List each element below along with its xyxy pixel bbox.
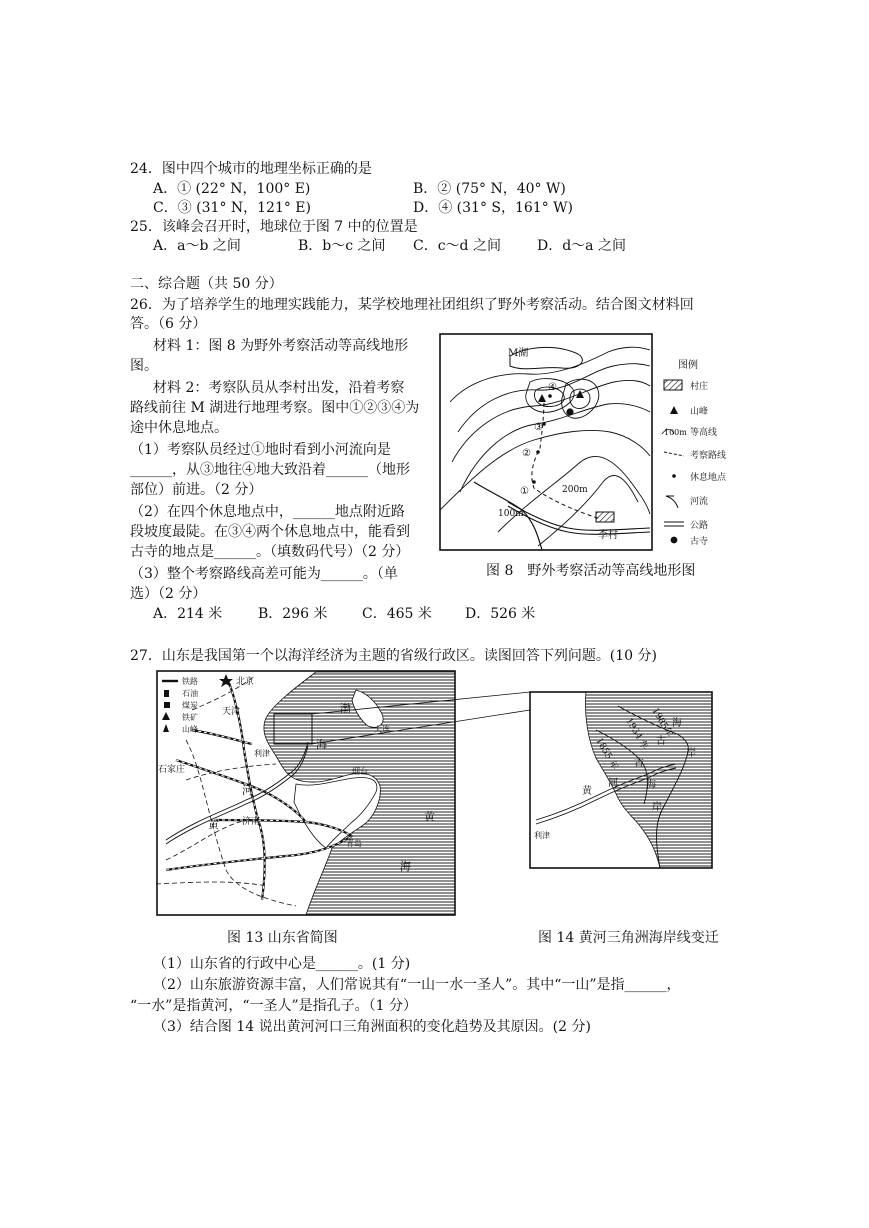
village-icon <box>596 512 614 522</box>
coastline-1934-label: 1934 年 <box>623 716 650 752</box>
village-label: 李村 <box>598 530 618 541</box>
sea-label-hai: 海 <box>400 860 411 873</box>
q24-option-a: A．① (22° N，100° E) <box>153 181 311 197</box>
q26-stem-line1: 26．为了培养学生的地理实践能力，某学校地理社团组织了野外考察活动。结合图文材料回 <box>130 297 694 313</box>
rest-point-4: ④ <box>548 382 557 393</box>
legend-title: 图例 <box>678 360 698 371</box>
q26-part1-line2: ______，从③地往④地大致沿着______（地形 <box>130 462 410 478</box>
q27-part2-line2: “一水”是指黄河，“一圣人”是指孔子。（1 分） <box>130 998 417 1014</box>
delta-label: 古 <box>634 758 644 769</box>
delta-label: 岸 <box>652 802 662 813</box>
section-heading: 二、综合题（共 50 分） <box>130 276 283 292</box>
q25-stem: 25．该峰会召开时，地球位于图 7 中的位置是 <box>130 219 418 235</box>
legend-item: 铁路 <box>182 677 198 686</box>
delta-city-lijin: 利津 <box>534 831 550 840</box>
city-jinan: 济南 <box>242 817 261 827</box>
delta-river-huang: 黄 <box>582 786 592 797</box>
delta-river-he: 河 <box>608 778 618 789</box>
delta-label: 海 <box>646 780 656 791</box>
legend-item: 山峰 <box>690 407 709 417</box>
contour-label-100: 100m <box>498 509 524 519</box>
delta-label: 岸 <box>686 748 696 759</box>
q26-part2-line1: （2）在四个休息地点中，______地点附近路 <box>130 504 405 520</box>
material1-line1: 材料 1：图 8 为野外考察活动等高线地形 <box>153 338 409 354</box>
legend-item: 山峰 <box>182 725 198 734</box>
legend-100m: 100m <box>664 428 687 437</box>
q26-part3-line2: 选）（2 分） <box>130 586 207 602</box>
legend-item: 古寺 <box>690 537 709 547</box>
q26-part1-line3: 部位）前进。（2 分） <box>130 482 263 498</box>
coastline-1855-label: 1855 年 <box>593 736 620 772</box>
sea-label-bo: 渤 <box>340 702 351 715</box>
coastline-1985-label: 1985年 <box>649 706 675 740</box>
city-dalian: 大连 <box>374 725 390 734</box>
q27-stem: 27．山东是我国第一个以海洋经济为主题的省级行政区。读图回答下列问题。(10 分) <box>130 648 658 664</box>
legend-item: 河流 <box>690 497 709 507</box>
figure14-caption: 图 14 黄河三角洲海岸线变迁 <box>538 930 719 946</box>
figure8-caption: 图 8 野外考察活动等高线地形图 <box>486 563 696 579</box>
delta-label: 海 <box>672 718 682 729</box>
material2-line3: 途中休息地点。 <box>130 420 228 436</box>
temple-icon <box>566 408 573 415</box>
q24-stem: 24．图中四个城市的地理坐标正确的是 <box>130 161 372 177</box>
river-label-he: 河 <box>242 784 253 797</box>
q24-option-d: D．④ (31° S，161° W) <box>413 200 574 216</box>
rest-point-3: ③ <box>534 422 543 433</box>
city-tianjin: 天津 <box>222 707 241 717</box>
lake-label: M湖 <box>508 348 529 359</box>
legend-item: 煤炭 <box>182 701 198 710</box>
legend-item: 考察路线 <box>690 451 727 461</box>
legend-item: 休息地点 <box>690 473 727 483</box>
q26-option-a: A．214 米 <box>153 606 223 622</box>
sea-label-huang: 黄 <box>424 810 435 823</box>
q26-option-c: C．465 米 <box>362 606 432 622</box>
city-beijing: 北京 <box>236 677 255 687</box>
q25-option-d: D．d～a 之间 <box>537 238 626 254</box>
legend-item: 村庄 <box>690 382 709 392</box>
q24-option-c: C．③ (31° N，121° E) <box>153 200 311 216</box>
city-yantai: 烟台 <box>352 767 368 776</box>
figure8-contour-map <box>438 332 734 554</box>
city-lijin: 利津 <box>254 749 270 758</box>
q25-option-c: C．c～d 之间 <box>413 238 501 254</box>
q27-part3: （3）结合图 14 说出黄河河口三角洲面积的变化趋势及其原因。(2 分) <box>153 1019 591 1035</box>
q24-option-b: B．② (75° N，40° W) <box>413 181 566 197</box>
q27-part1: （1）山东省的行政中心是______。(1 分) <box>153 956 411 972</box>
contour-label-200: 200m <box>562 485 588 495</box>
q26-option-b: B．296 米 <box>258 606 328 622</box>
legend-item: 等高线 <box>690 428 718 438</box>
q25-option-b: B．b～c 之间 <box>298 238 386 254</box>
rest-point-2: ② <box>522 448 531 459</box>
legend-item: 石油 <box>182 689 198 698</box>
figure13-shandong-map <box>156 670 716 918</box>
q26-part1-line1: （1）考察队员经过①地时看到小河流向是 <box>130 442 391 458</box>
legend-item: 铁矿 <box>182 713 198 722</box>
city-shijiazhuang: 石家庄 <box>158 765 186 775</box>
legend-item: 公路 <box>690 521 709 531</box>
q26-part3-line1: （3）整个考察路线高差可能为______。（单 <box>130 566 398 582</box>
q25-option-a: A．a～b 之间 <box>153 238 241 254</box>
city-qingdao: 青岛 <box>346 839 362 848</box>
delta-label: 古 <box>656 736 666 747</box>
sea-label-hai: 海 <box>316 738 327 751</box>
figure13-caption: 图 13 山东省简图 <box>227 930 338 946</box>
q26-option-d: D．526 米 <box>465 606 536 622</box>
material2-line2: 路线前往 M 湖进行地理考察。图中①②③④为 <box>130 400 420 416</box>
q26-stem-line2: 答。（6 分） <box>130 316 207 332</box>
q27-part2-line1: （2）山东旅游资源丰富，人们常说其有“一山一水一圣人”。其中“一山”是指______， <box>153 977 681 993</box>
river-label-huang: 黄 <box>208 818 219 831</box>
material1-line2: 图。 <box>130 358 158 374</box>
q26-part2-line2: 段坡度最陡。在③④两个休息地点中，能看到 <box>130 524 410 540</box>
material2-line1: 材料 2：考察队员从李村出发，沿着考察 <box>153 380 405 396</box>
rest-point-1: ① <box>520 486 529 497</box>
q26-part2-line3: 古寺的地点是______。（填数码代号）（2 分） <box>130 544 410 560</box>
